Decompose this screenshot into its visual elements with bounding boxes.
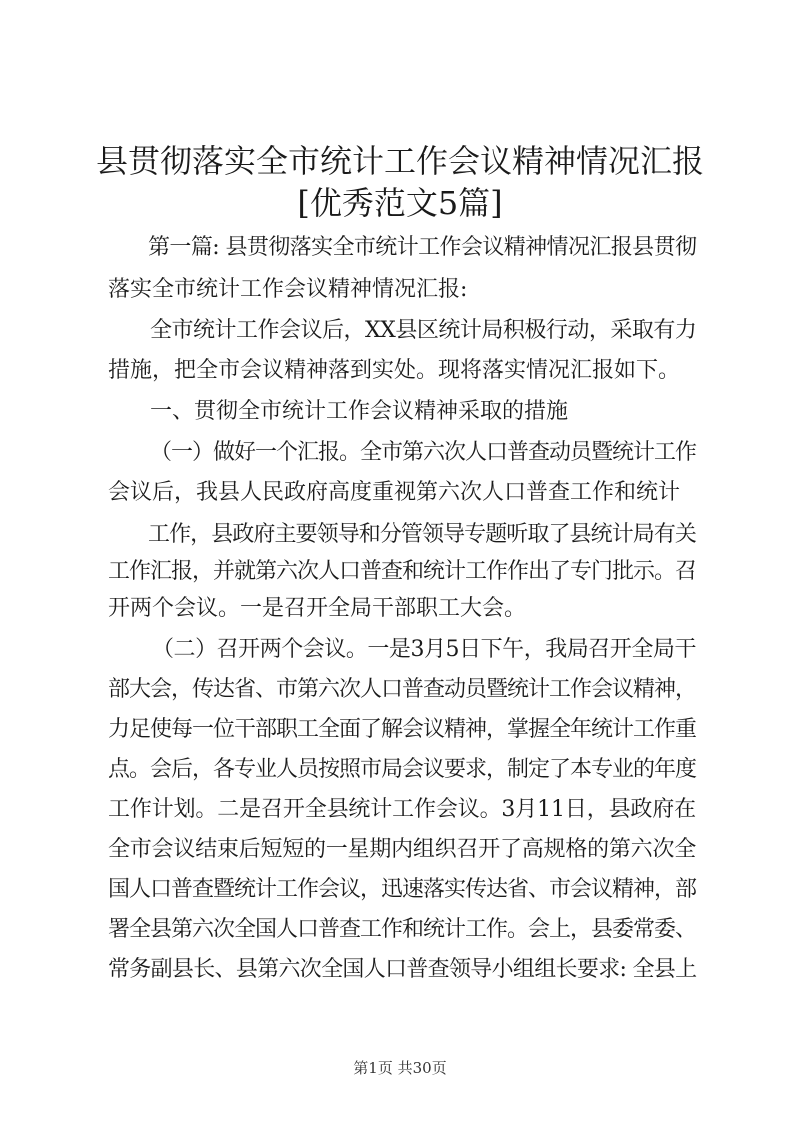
text-line: 国人口普查暨统计工作会议，迅速落实传达省、市会议精神，部 (108, 877, 697, 902)
text-line: 常务副县长、县第六次全国人口普查领导小组组长要求: 全县上 (108, 957, 697, 982)
text-line: 部大会，传达省、市第六次人口普查动员暨统计工作会议精神， (108, 677, 697, 702)
text-line: 第一篇: 县贯彻落实全市统计工作会议精神情况汇报县贯彻 (148, 235, 697, 260)
text-line: 一、贯彻全市统计工作会议精神采取的措施 (150, 399, 569, 424)
text-line: 落实全市统计工作会议精神情况汇报: (108, 277, 468, 302)
text-line: 措施，把全市会议精神落到实处。现将落实情况汇报如下。 (108, 358, 681, 383)
text-line: 开两个会议。一是召开全局干部职工大会。 (108, 596, 527, 621)
text-line: （一）做好一个汇报。全市第六次人口普查动员暨统计工作 (150, 440, 697, 465)
page-number-footer: 第1页 共30页 (353, 1059, 447, 1077)
text-line: 力足使每一位干部职工全面了解会议精神，掌握全年统计工作重 (108, 717, 697, 742)
document-title-line-1: 县贯彻落实全市统计工作会议精神情况汇报 (95, 142, 704, 180)
text-line: （二）召开两个会议。一是3月5日下午，我局召开全局干 (152, 637, 696, 662)
document-title-line-2: [优秀范文5篇] (297, 184, 503, 222)
text-line: 全市统计工作会议后，XX县区统计局积极行动，采取有力 (150, 318, 697, 343)
text-line: 工作汇报，并就第六次人口普查和统计工作作出了专门批示。召 (108, 559, 697, 584)
text-line: 署全县第六次全国人口普查工作和统计工作。会上，县委常委、 (108, 917, 697, 942)
text-line: 工作，县政府主要领导和分管领导专题听取了县统计局有关 (148, 522, 697, 547)
text-line: 全市会议结束后短短的一星期内组织召开了高规格的第六次全 (108, 837, 697, 862)
text-line: 点。会后，各专业人员按照市局会议要求，制定了本专业的年度 (108, 757, 697, 782)
text-line: 工作计划。二是召开全县统计工作会议。3月11日，县政府在 (108, 797, 696, 822)
text-line: 会议后，我县人民政府高度重视第六次人口普查工作和统计 (108, 480, 681, 505)
